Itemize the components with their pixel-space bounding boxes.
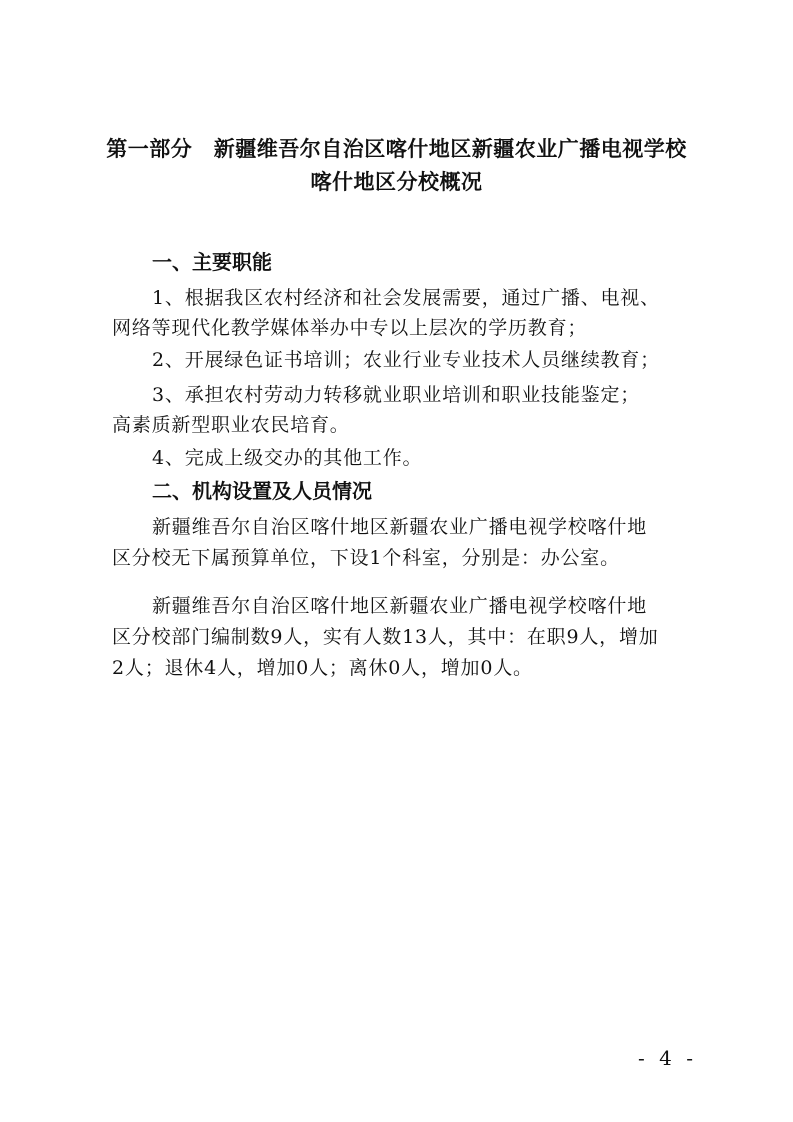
function-item-1-line-2: 网络等现代化教学媒体举办中专以上层次的学历教育；: [112, 317, 588, 339]
function-item-3-line-2: 高素质新型职业农民培育。: [112, 414, 350, 436]
staffing-paragraph-line-3: 2人；退休4人，增加0人；离休0人，增加0人。: [112, 657, 533, 679]
staffing-paragraph-line-2: 区分校部门编制数9人，实有人数13人，其中：在职9人，增加: [112, 626, 659, 648]
document-title-line-1: 第一部分 新疆维吾尔自治区喀什地区新疆农业广播电视学校: [106, 137, 687, 161]
section-heading-main-functions: 一、主要职能: [152, 250, 272, 274]
section-heading-organization: 二、机构设置及人员情况: [152, 479, 372, 503]
organization-paragraph-line-1: 新疆维吾尔自治区喀什地区新疆农业广播电视学校喀什地: [152, 516, 648, 538]
staffing-paragraph-line-1: 新疆维吾尔自治区喀什地区新疆农业广播电视学校喀什地: [152, 595, 648, 617]
page-number: - 4 -: [638, 1046, 697, 1070]
organization-paragraph-line-2: 区分校无下属预算单位，下设1个科室，分别是：办公室。: [112, 547, 620, 569]
document-title-line-2: 喀什地区分校概况: [310, 170, 483, 194]
function-item-2: 2、开展绿色证书培训；农业行业专业技术人员继续教育；: [152, 349, 660, 371]
function-item-4: 4、完成上级交办的其他工作。: [152, 447, 423, 469]
function-item-1-line-1: 1、根据我区农村经济和社会发展需要，通过广播、电视、: [152, 287, 660, 309]
function-item-3-line-1: 3、承担农村劳动力转移就业职业培训和职业技能鉴定；: [152, 384, 641, 406]
